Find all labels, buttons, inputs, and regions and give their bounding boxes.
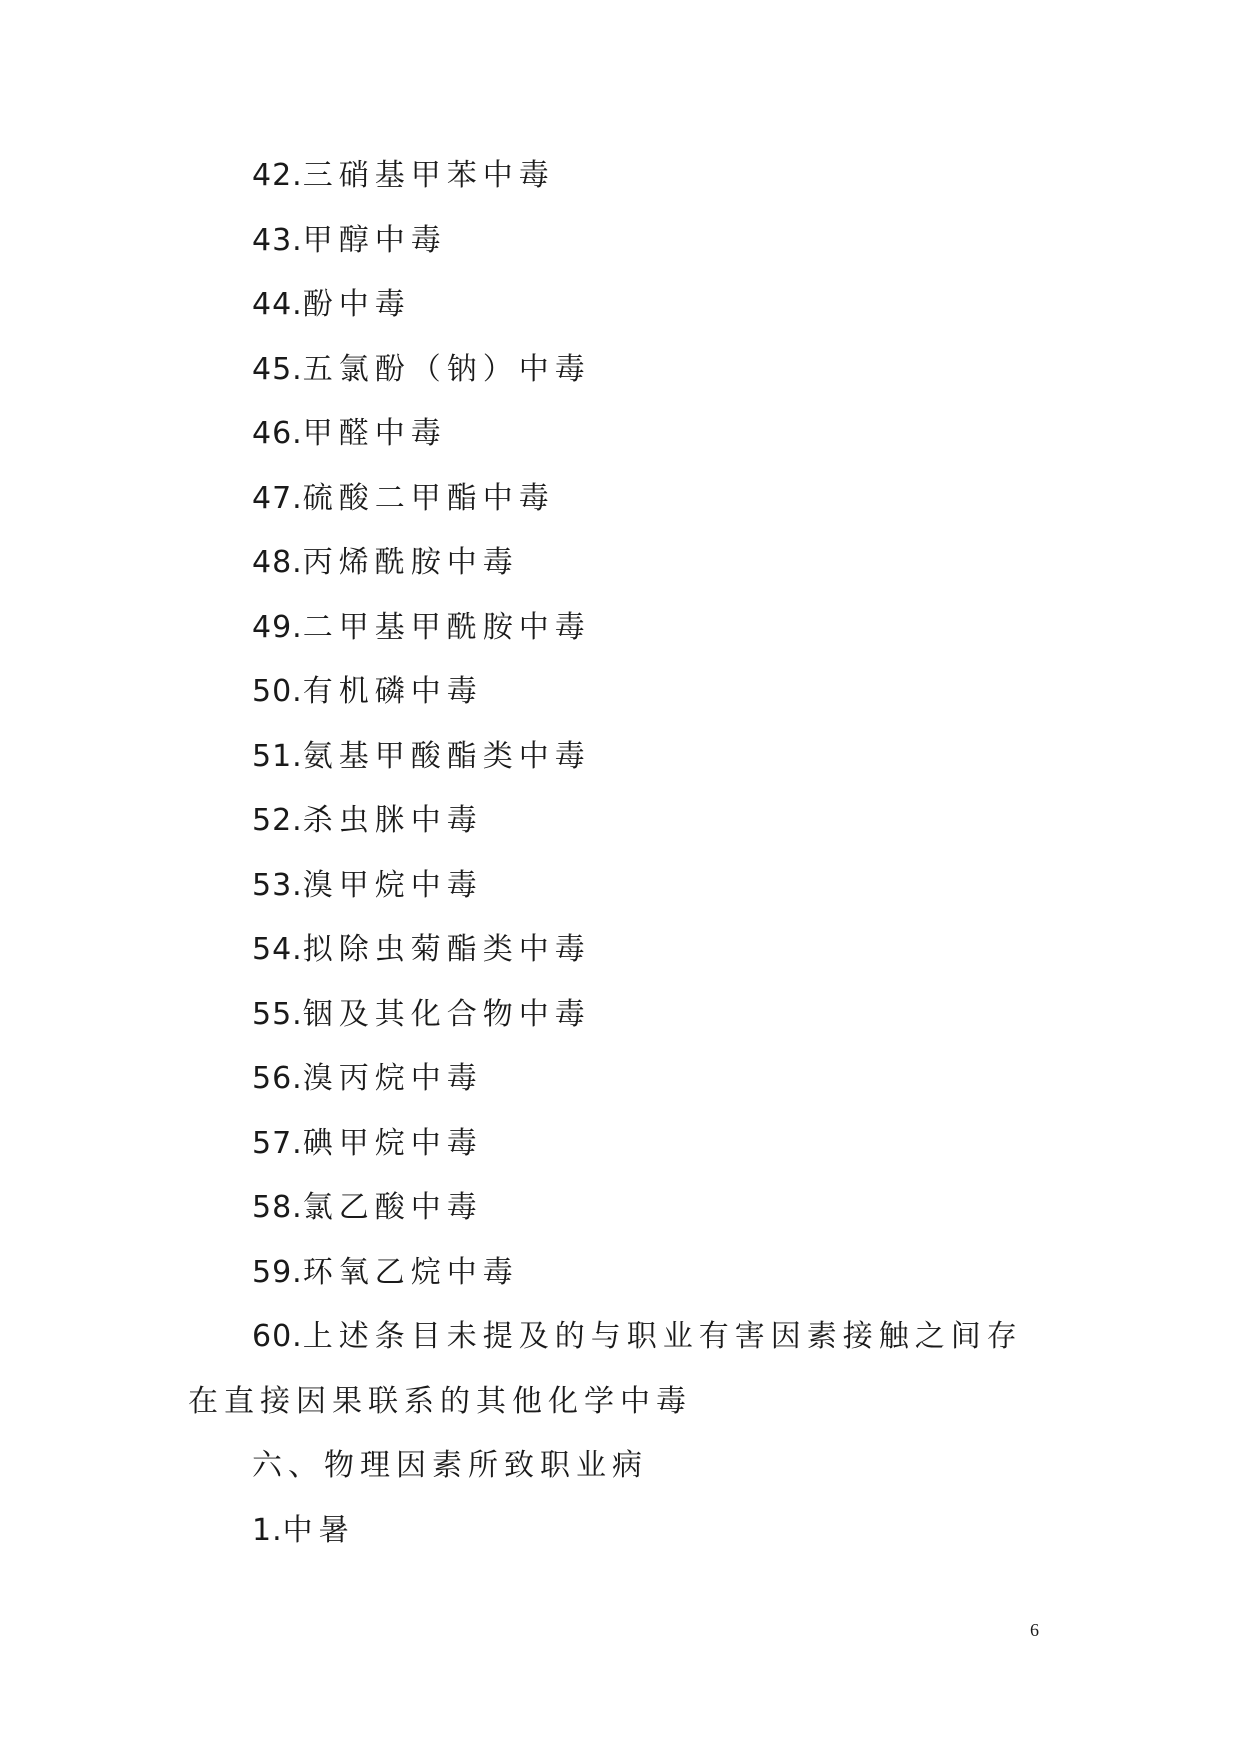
list-item — [188, 467, 1068, 532]
item-number: 58. — [252, 1190, 303, 1225]
list-item — [188, 725, 1068, 790]
list-item — [188, 660, 1068, 725]
item-text: 中暑 — [282, 1512, 355, 1548]
list-item-60 — [188, 1305, 1048, 1434]
item-number: 48. — [252, 545, 303, 580]
item-text: 溴甲烷中毒 — [302, 867, 483, 903]
list-item — [188, 918, 1068, 983]
item-text: 氯乙酸中毒 — [302, 1190, 483, 1225]
item-text: 上述条目未提及的与职业有害因素接触之间存在直接因果联系的其他化学中毒 — [188, 1319, 1023, 1419]
list-item — [188, 338, 1068, 403]
item-text: 溴丙烷中毒 — [302, 1061, 483, 1096]
item-text: 氨基甲酸酯类中毒 — [302, 738, 591, 774]
list-item — [188, 983, 1068, 1048]
list-item — [188, 854, 1068, 919]
item-text: 酚中毒 — [302, 287, 411, 322]
item-number: 49. — [252, 609, 303, 645]
item-number: 51. — [252, 738, 303, 774]
section-heading: 六、物理因素所致职业病 — [252, 1448, 648, 1483]
item-number: 56. — [252, 1061, 303, 1096]
list-item — [188, 596, 1068, 661]
item-number: 60. — [252, 1319, 303, 1354]
item-text: 三硝基甲苯中毒 — [302, 158, 555, 193]
item-number: 55. — [252, 996, 303, 1032]
list-item — [188, 1241, 1068, 1306]
item-text: 二甲基甲酰胺中毒 — [302, 609, 591, 645]
item-number: 53. — [252, 867, 303, 903]
item-number: 1. — [252, 1512, 283, 1548]
item-number: 57. — [252, 1125, 303, 1161]
item-number: 47. — [252, 480, 303, 516]
item-text: 环氧乙烷中毒 — [302, 1254, 519, 1290]
list-item — [188, 531, 1068, 596]
list-item — [188, 402, 1068, 467]
list-item — [188, 144, 1068, 209]
item-number: 59. — [252, 1254, 303, 1290]
item-text: 丙烯酰胺中毒 — [302, 545, 519, 580]
page-number: 6 — [1030, 1620, 1039, 1640]
item-text: 甲醇中毒 — [302, 222, 447, 258]
item-number: 45. — [252, 351, 303, 387]
list-item — [188, 209, 1068, 274]
item-number: 42. — [252, 158, 303, 193]
list-item — [188, 1499, 1068, 1564]
list-item — [188, 1176, 1068, 1241]
item-text: 铟及其化合物中毒 — [302, 996, 591, 1032]
item-number: 50. — [252, 674, 303, 709]
item-number: 43. — [252, 222, 303, 258]
item-text: 杀虫脒中毒 — [302, 803, 483, 838]
disease-list — [188, 144, 1068, 1563]
list-item — [188, 789, 1068, 854]
item-number: 54. — [252, 932, 303, 967]
list-item — [188, 1112, 1068, 1177]
item-text: 甲醛中毒 — [302, 416, 447, 451]
list-item — [188, 273, 1068, 338]
item-text: 硫酸二甲酯中毒 — [302, 480, 555, 516]
item-number: 44. — [252, 287, 303, 322]
item-text: 拟除虫菊酯类中毒 — [302, 932, 591, 967]
item-number: 52. — [252, 803, 303, 838]
item-number: 46. — [252, 416, 303, 451]
list-item — [188, 1047, 1068, 1112]
item-text: 有机磷中毒 — [302, 674, 483, 709]
item-text: 碘甲烷中毒 — [302, 1125, 483, 1161]
item-text: 五氯酚（钠）中毒 — [302, 351, 591, 387]
